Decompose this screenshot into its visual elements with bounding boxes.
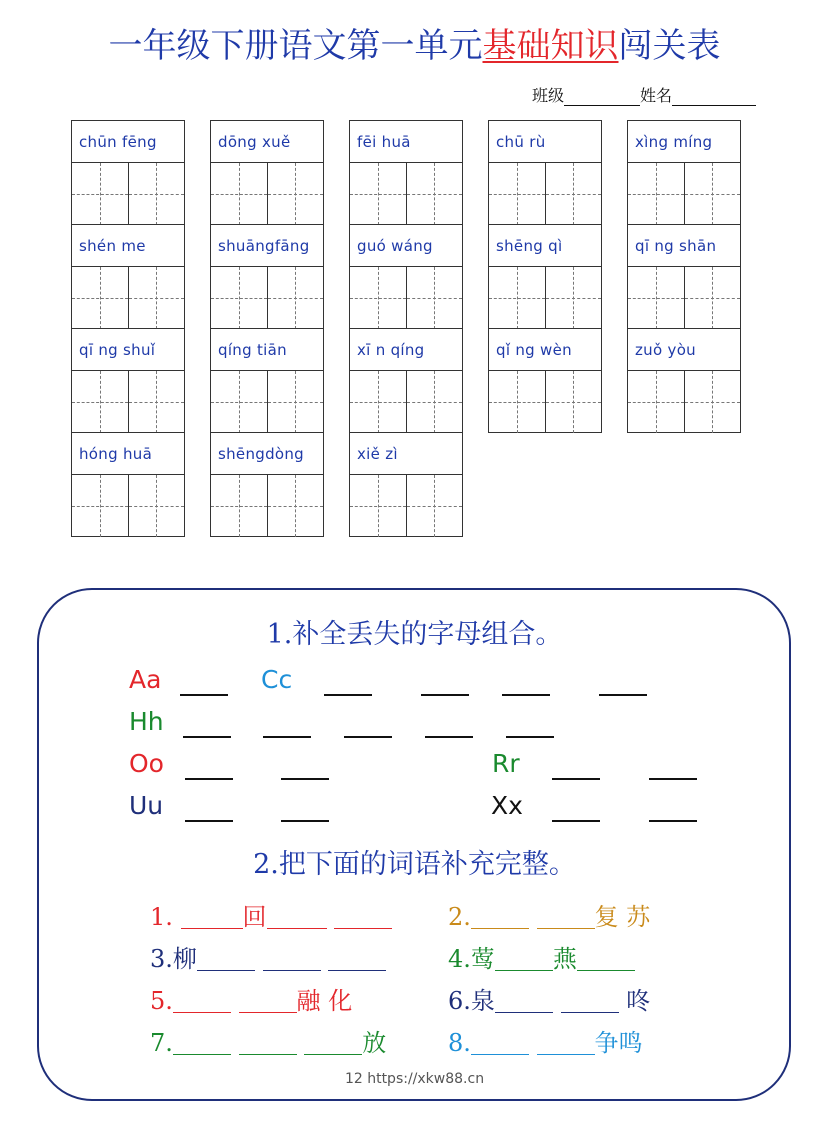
word-blank[interactable] bbox=[267, 904, 327, 929]
pinyin-card bbox=[210, 432, 324, 537]
title-highlight: 基础知识 bbox=[482, 26, 619, 66]
word-item-2: 2. 复 苏 bbox=[448, 903, 651, 931]
letter-blank[interactable] bbox=[649, 778, 697, 780]
writing-cell[interactable] bbox=[267, 371, 324, 433]
word-blank[interactable] bbox=[537, 1030, 595, 1055]
pinyin-label: zuǒ yòu bbox=[628, 329, 740, 371]
pinyin-label: shēngdòng bbox=[211, 433, 323, 475]
letter-xx: Xx bbox=[491, 791, 523, 820]
word-blank[interactable] bbox=[495, 988, 553, 1013]
letter-blank[interactable] bbox=[421, 694, 469, 696]
word-blank[interactable] bbox=[471, 1030, 529, 1055]
word-blank[interactable] bbox=[334, 904, 392, 929]
pinyin-label: shén me bbox=[72, 225, 184, 267]
word-blank[interactable] bbox=[304, 1030, 362, 1055]
word-item-1: 1. 回 bbox=[150, 897, 392, 932]
pinyin-card bbox=[627, 328, 741, 433]
word-blank[interactable] bbox=[561, 988, 619, 1013]
writing-grid bbox=[72, 163, 184, 225]
word-blank[interactable] bbox=[173, 988, 231, 1013]
writing-cell[interactable] bbox=[628, 267, 684, 329]
writing-cell[interactable] bbox=[545, 267, 602, 329]
word-blank[interactable] bbox=[239, 1030, 297, 1055]
pinyin-label: shuāngfāng bbox=[211, 225, 323, 267]
letter-hh: Hh bbox=[129, 707, 164, 736]
letter-blank[interactable] bbox=[506, 736, 554, 738]
letter-uu: Uu bbox=[129, 791, 164, 820]
writing-cell[interactable] bbox=[128, 267, 185, 329]
writing-grid bbox=[72, 475, 184, 537]
pinyin-label: qíng tiān bbox=[211, 329, 323, 371]
writing-grid bbox=[628, 163, 740, 225]
word-blank[interactable] bbox=[181, 904, 243, 929]
writing-grid bbox=[489, 163, 601, 225]
pinyin-label: xī n qíng bbox=[350, 329, 462, 371]
pinyin-card bbox=[349, 432, 463, 537]
pinyin-card bbox=[488, 120, 602, 225]
writing-grid bbox=[628, 371, 740, 433]
writing-cell[interactable] bbox=[267, 267, 324, 329]
word-blank[interactable] bbox=[197, 946, 255, 971]
pinyin-label: qī ng shuǐ bbox=[72, 329, 184, 371]
letter-blank[interactable] bbox=[263, 736, 311, 738]
letter-blank[interactable] bbox=[502, 694, 550, 696]
pinyin-label: guó wáng bbox=[350, 225, 462, 267]
pinyin-card bbox=[71, 120, 185, 225]
writing-grid bbox=[211, 267, 323, 329]
pinyin-card bbox=[71, 432, 185, 537]
letter-blank[interactable] bbox=[425, 736, 473, 738]
pinyin-card bbox=[349, 224, 463, 329]
letter-blank[interactable] bbox=[324, 694, 372, 696]
pinyin-card bbox=[210, 328, 324, 433]
writing-grid bbox=[211, 371, 323, 433]
letter-oo: Oo bbox=[129, 749, 164, 778]
pinyin-card bbox=[488, 224, 602, 329]
pinyin-label: fēi huā bbox=[350, 121, 462, 163]
word-blank[interactable] bbox=[537, 904, 595, 929]
name-label: 姓名 bbox=[640, 86, 673, 105]
word-blank[interactable] bbox=[328, 946, 386, 971]
pinyin-label: chū rù bbox=[489, 121, 601, 163]
letter-blank[interactable] bbox=[344, 736, 392, 738]
word-item-6: 6.泉 咚 bbox=[448, 987, 651, 1015]
letter-rr: Rr bbox=[492, 749, 520, 778]
title-part2: 闯关表 bbox=[618, 26, 721, 66]
pinyin-label: xiě zì bbox=[350, 433, 462, 475]
pinyin-label: hóng huā bbox=[72, 433, 184, 475]
writing-grid bbox=[72, 267, 184, 329]
word-item-7: 7. 放 bbox=[150, 1029, 387, 1057]
writing-cell[interactable] bbox=[489, 267, 545, 329]
pinyin-label: xìng míng bbox=[628, 121, 740, 163]
writing-grid bbox=[350, 475, 462, 537]
writing-grid bbox=[489, 267, 601, 329]
word-item-4: 4.莺 燕 bbox=[448, 939, 635, 974]
word-blank[interactable] bbox=[239, 988, 297, 1013]
writing-cell[interactable] bbox=[267, 475, 324, 537]
letter-blank[interactable] bbox=[552, 820, 600, 822]
pinyin-label: qī ng shān bbox=[628, 225, 740, 267]
writing-cell[interactable] bbox=[128, 475, 185, 537]
letter-blank[interactable] bbox=[281, 820, 329, 822]
writing-cell[interactable] bbox=[489, 163, 545, 225]
writing-cell[interactable] bbox=[684, 371, 741, 433]
writing-grid bbox=[211, 475, 323, 537]
name-blank[interactable] bbox=[672, 89, 756, 106]
pinyin-label: shēng qì bbox=[489, 225, 601, 267]
pinyin-label: qǐ ng wèn bbox=[489, 329, 601, 371]
writing-cell[interactable] bbox=[545, 371, 602, 433]
pinyin-card bbox=[488, 328, 602, 433]
writing-grid bbox=[489, 371, 601, 433]
class-label: 班级 bbox=[532, 86, 565, 105]
writing-cell[interactable] bbox=[72, 475, 128, 537]
class-name-line bbox=[532, 83, 756, 106]
writing-grid bbox=[628, 267, 740, 329]
word-blank[interactable] bbox=[471, 904, 529, 929]
letter-blank[interactable] bbox=[649, 820, 697, 822]
pinyin-card bbox=[627, 224, 741, 329]
class-blank[interactable] bbox=[564, 89, 640, 106]
pinyin-card bbox=[349, 328, 463, 433]
writing-cell[interactable] bbox=[350, 475, 406, 537]
writing-cell[interactable] bbox=[406, 163, 463, 225]
writing-cell[interactable] bbox=[628, 371, 684, 433]
writing-cell[interactable] bbox=[684, 163, 741, 225]
writing-cell[interactable] bbox=[128, 371, 185, 433]
letter-blank[interactable] bbox=[180, 694, 228, 696]
writing-cell[interactable] bbox=[406, 267, 463, 329]
writing-cell[interactable] bbox=[489, 371, 545, 433]
word-blank[interactable] bbox=[263, 946, 321, 971]
letter-blank[interactable] bbox=[552, 778, 600, 780]
letter-cc: Cc bbox=[261, 665, 293, 694]
writing-cell[interactable] bbox=[211, 267, 267, 329]
section1-heading: 1.补全丢失的字母组合。 bbox=[266, 619, 563, 650]
letter-blank[interactable] bbox=[599, 694, 647, 696]
writing-cell[interactable] bbox=[684, 267, 741, 329]
pinyin-card bbox=[210, 224, 324, 329]
title-part1: 一年级下册语文第一单元 bbox=[108, 26, 483, 66]
writing-cell[interactable] bbox=[350, 371, 406, 433]
pinyin-card bbox=[349, 120, 463, 225]
section2-heading: 2.把下面的词语补充完整。 bbox=[253, 849, 576, 880]
writing-cell[interactable] bbox=[350, 163, 406, 225]
writing-grid bbox=[350, 163, 462, 225]
letter-blank[interactable] bbox=[185, 778, 233, 780]
word-item-5: 5. 融 化 bbox=[150, 987, 353, 1015]
letter-blank[interactable] bbox=[281, 778, 329, 780]
pinyin-label: chūn fēng bbox=[72, 121, 184, 163]
word-blank[interactable] bbox=[577, 946, 635, 971]
word-item-3: 3.柳 bbox=[150, 939, 386, 974]
page-title bbox=[0, 18, 829, 67]
word-blank[interactable] bbox=[495, 946, 553, 971]
page-footer: 12 https://xkw88.cn bbox=[344, 1071, 485, 1087]
writing-cell[interactable] bbox=[406, 371, 463, 433]
letter-aa: Aa bbox=[129, 665, 162, 694]
writing-grid bbox=[72, 371, 184, 433]
writing-cell[interactable] bbox=[128, 163, 185, 225]
writing-cell[interactable] bbox=[267, 163, 324, 225]
pinyin-card bbox=[71, 224, 185, 329]
word-item-8: 8. 争鸣 bbox=[448, 1029, 643, 1057]
writing-cell[interactable] bbox=[628, 163, 684, 225]
writing-cell[interactable] bbox=[350, 267, 406, 329]
pinyin-label: dōng xuě bbox=[211, 121, 323, 163]
writing-grid bbox=[211, 163, 323, 225]
writing-cell[interactable] bbox=[545, 163, 602, 225]
pinyin-card bbox=[71, 328, 185, 433]
writing-grid bbox=[350, 267, 462, 329]
writing-cell[interactable] bbox=[72, 371, 128, 433]
writing-cell[interactable] bbox=[211, 371, 267, 433]
writing-cell[interactable] bbox=[72, 267, 128, 329]
letter-blank[interactable] bbox=[185, 820, 233, 822]
writing-cell[interactable] bbox=[72, 163, 128, 225]
letter-blank[interactable] bbox=[183, 736, 231, 738]
writing-cell[interactable] bbox=[211, 163, 267, 225]
pinyin-card bbox=[210, 120, 324, 225]
writing-grid bbox=[350, 371, 462, 433]
writing-cell[interactable] bbox=[406, 475, 463, 537]
pinyin-card bbox=[627, 120, 741, 225]
word-blank[interactable] bbox=[173, 1030, 231, 1055]
writing-cell[interactable] bbox=[211, 475, 267, 537]
